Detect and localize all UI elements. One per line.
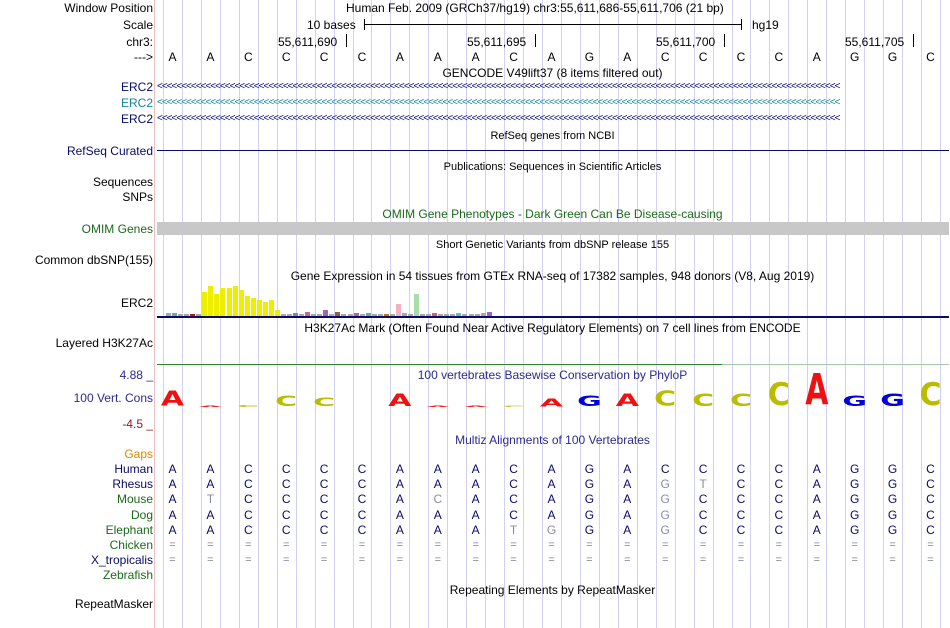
multiz-track-title: Multiz Alignments of 100 Vertebrates <box>455 433 650 447</box>
alignment-base: = <box>851 554 858 567</box>
alignment-base: = <box>434 554 442 567</box>
alignment-base: A <box>395 492 404 507</box>
scale-text: 10 bases <box>307 18 356 32</box>
phylop-letter: C <box>275 393 298 410</box>
alignment-base: A <box>395 522 404 537</box>
publications-snps-label[interactable]: SNPs <box>122 190 153 204</box>
phylop-letter: G <box>880 390 905 411</box>
alignment-base: G <box>584 507 595 522</box>
alignment-base: = <box>320 554 328 567</box>
gencode-gene-label[interactable]: ERC2 <box>120 80 153 94</box>
multiz-species-label[interactable]: Zebrafish <box>102 568 153 583</box>
gencode-gene-label[interactable]: ERC2 <box>120 96 153 110</box>
alignment-base: = <box>927 554 934 567</box>
alignment-base: = <box>586 539 593 551</box>
sequence-base: G <box>584 50 595 64</box>
alignment-base: A <box>433 507 442 522</box>
alignment-base: = <box>624 554 631 567</box>
alignment-base: A <box>395 477 404 492</box>
sequence-base: C <box>357 50 367 64</box>
alignment-base: C <box>926 462 935 476</box>
alignment-base: C <box>357 507 367 522</box>
alignment-base: A <box>471 462 480 476</box>
repeatmasker-track-title: Repeating Elements by RepeatMasker <box>449 583 656 597</box>
alignment-base: A <box>471 522 480 537</box>
alignment-base: = <box>737 539 745 551</box>
phylop-letter: A <box>615 390 639 411</box>
alignment-base: C <box>281 462 291 476</box>
alignment-base: = <box>548 539 555 551</box>
phylop-letter: G <box>842 393 867 410</box>
alignment-base: G <box>660 522 670 537</box>
gtex-tissue-bar[interactable] <box>245 296 250 316</box>
alignment-base: C <box>736 462 746 476</box>
sequence-base: A <box>395 50 404 64</box>
alignment-base: A <box>471 492 480 507</box>
gtex-tissue-bar[interactable] <box>220 288 225 316</box>
alignment-base: A <box>206 477 215 492</box>
alignment-base: C <box>357 477 367 492</box>
omim-gene-bar[interactable] <box>157 222 949 235</box>
alignment-base: T <box>699 477 707 492</box>
alignment-base: C <box>698 507 708 522</box>
gtex-tissue-bar[interactable] <box>257 300 262 316</box>
alignment-base: = <box>434 539 442 551</box>
alignment-base: C <box>509 492 518 507</box>
sequence-base: C <box>660 50 670 64</box>
alignment-base: G <box>660 492 670 507</box>
gtex-tissue-bar[interactable] <box>396 304 401 316</box>
alignment-base: G <box>546 522 557 537</box>
gtex-baseline <box>157 316 949 318</box>
gtex-tissue-bar[interactable] <box>239 290 244 316</box>
gtex-bar-chart[interactable] <box>157 284 949 316</box>
alignment-base: C <box>926 492 935 507</box>
alignment-base: C <box>698 492 708 507</box>
multiz-species-label[interactable]: Elephant <box>105 522 153 537</box>
multiz-gaps-label: Gaps <box>124 447 153 461</box>
alignment-base: G <box>887 522 898 537</box>
alignment-base: G <box>660 507 670 522</box>
phylop-letter: C <box>729 390 753 411</box>
ruler-tick <box>346 34 347 47</box>
alignment-base: G <box>584 492 595 507</box>
multiz-species-label[interactable]: Human <box>114 462 153 476</box>
alignment-base: A <box>206 522 215 537</box>
alignment-base: A <box>812 477 821 492</box>
alignment-base: A <box>471 477 480 492</box>
ruler-tick <box>535 34 536 47</box>
sequence-base: C <box>509 50 518 64</box>
refseq-track-title: RefSeq genes from NCBI <box>490 130 615 142</box>
gtex-tissue-bar[interactable] <box>208 286 213 316</box>
alignment-base: C <box>281 477 291 492</box>
sequence-base: C <box>926 50 935 64</box>
alignment-base: A <box>433 477 442 492</box>
alignment-base: C <box>319 492 329 507</box>
omim-track-label[interactable]: OMIM Genes <box>81 222 153 236</box>
multiz-species-label[interactable]: X_tropicalis <box>90 553 153 568</box>
ruler-tick-label: 55,611,705 <box>845 35 905 49</box>
phylop-letter: A <box>198 405 222 408</box>
cons-max-label: 4.88 _ <box>119 368 153 382</box>
alignment-base: C <box>357 492 367 507</box>
repeatmasker-track-label[interactable]: RepeatMasker <box>74 597 153 611</box>
cons-min-label: -4.5 _ <box>122 417 153 431</box>
alignment-base: = <box>396 554 404 567</box>
alignment-base: A <box>471 507 480 522</box>
phylop-letter: A <box>805 365 829 416</box>
alignment-base: A <box>433 462 442 476</box>
gtex-tissue-bar[interactable] <box>202 292 207 316</box>
alignment-base: = <box>548 554 555 567</box>
alignment-base: G <box>850 522 860 537</box>
alignment-base: = <box>775 539 783 551</box>
alignment-base: = <box>510 554 517 567</box>
alignment-base: C <box>319 462 329 476</box>
alignment-base: G <box>887 462 898 476</box>
alignment-base: C <box>926 477 935 492</box>
alignment-base: A <box>395 462 404 476</box>
scale-label: Scale <box>122 18 153 32</box>
h3k27ac-signal-line[interactable] <box>157 364 722 365</box>
alignment-base: = <box>889 539 896 551</box>
refseq-transcript-line[interactable] <box>157 150 949 151</box>
ruler-tick-label: 55,611,695 <box>467 35 527 49</box>
alignment-base: = <box>661 539 669 551</box>
alignment-base: C <box>736 477 746 492</box>
alignment-base: C <box>698 462 708 476</box>
h3k27ac-signal-line-faint <box>722 364 949 365</box>
alignment-base: C <box>926 522 935 537</box>
alignment-base: C <box>357 462 367 476</box>
alignment-base: C <box>774 492 784 507</box>
alignment-base: = <box>927 539 934 551</box>
alignment-base: C <box>736 522 746 537</box>
alignment-base: G <box>887 492 898 507</box>
alignment-base: G <box>850 477 860 492</box>
multiz-species-label[interactable]: Chicken <box>109 538 153 552</box>
gencode-track-title: GENCODE V49lift37 (8 items filtered out) <box>442 66 663 80</box>
phylop-letter: A <box>160 387 185 412</box>
scale-bar-right-tick <box>741 19 742 30</box>
alignment-base: C <box>243 477 253 492</box>
alignment-base: A <box>812 492 821 507</box>
gtex-track-title: Gene Expression in 54 tissues from GTEx RNA-seq of 17382 samples, 948 donors (V8, Aug 2019) <box>290 269 815 283</box>
alignment-base: A <box>547 507 556 522</box>
alignment-base: = <box>282 539 290 551</box>
phylop-letter: G <box>577 393 602 410</box>
alignment-base: C <box>774 462 784 476</box>
alignment-base: C <box>509 462 518 476</box>
sequence-base: C <box>774 50 784 64</box>
alignment-base: A <box>433 522 442 537</box>
refseq-track-label[interactable]: RefSeq Curated <box>66 144 153 158</box>
label-column-border <box>154 0 155 628</box>
alignment-base: C <box>281 507 291 522</box>
alignment-base: = <box>207 539 214 551</box>
omim-track-title: OMIM Gene Phenotypes - Dark Green Can Be Disease-causing <box>382 207 723 221</box>
alignment-base: T <box>509 522 518 537</box>
alignment-base: = <box>358 554 366 567</box>
gtex-tissue-bar[interactable] <box>414 294 419 316</box>
alignment-base: G <box>887 507 898 522</box>
sequence-base: A <box>623 50 632 64</box>
alignment-base: C <box>736 492 746 507</box>
phylop-letter: C <box>502 405 525 408</box>
sequence-base: A <box>206 50 215 64</box>
alignment-base: G <box>584 462 595 476</box>
alignment-base: A <box>395 507 404 522</box>
sequence-base: C <box>736 50 746 64</box>
alignment-base: = <box>320 539 328 551</box>
gencode-transcript-3[interactable]: <<<<<<<<<<<<<<<<<<<<<<<<<<<<<<<<<<<<<<<<<<<<<<<<<<<<<<<<<<<<<<<<<<<<<<<<<<<<<<<<<<<<<<<<<<<<<<<<<<<<<<<<<<<<<<<<<<<<<<<<<<<<<<<<<<<<<<<<<<<<< <box>157 113 840 124</box>
alignment-base: G <box>887 477 898 492</box>
window-position-label: Window Position <box>64 1 153 15</box>
alignment-base: A <box>168 477 177 492</box>
alignment-base: C <box>774 477 784 492</box>
alignment-base: C <box>774 522 784 537</box>
cons-track-label[interactable]: 100 Vert. Cons <box>73 391 153 405</box>
alignment-base: C <box>774 507 784 522</box>
alignment-base: C <box>319 507 329 522</box>
alignment-base: C <box>243 507 253 522</box>
alignment-base: G <box>850 492 860 507</box>
alignment-base: C <box>736 507 746 522</box>
sequence-base: C <box>243 50 253 64</box>
alignment-base: C <box>243 522 253 537</box>
scale-bar-left-tick <box>364 19 365 30</box>
phylop-letter: C <box>692 390 715 411</box>
sequence-base: G <box>850 50 860 64</box>
alignment-base: = <box>207 554 214 567</box>
alignment-base: = <box>775 554 783 567</box>
multiz-species-label[interactable]: Rhesus <box>112 477 153 492</box>
alignment-base: C <box>357 522 367 537</box>
gtex-tissue-bar[interactable] <box>269 300 274 316</box>
alignment-base: = <box>169 554 176 567</box>
sequence-base: G <box>887 50 898 64</box>
strand-label: ---> <box>134 50 153 64</box>
h3k27ac-track-label[interactable]: Layered H3K27Ac <box>55 336 153 350</box>
sequence-base: A <box>433 50 442 64</box>
ruler-tick-label: 55,611,690 <box>278 35 338 49</box>
phylop-letter: A <box>388 390 412 411</box>
alignment-base: = <box>699 554 707 567</box>
alignment-base: A <box>547 492 556 507</box>
alignment-base: C <box>319 477 329 492</box>
alignment-base: A <box>812 462 821 476</box>
dbsnp-track-label[interactable]: Common dbSNP(155) <box>34 253 153 267</box>
alignment-base: = <box>813 554 821 567</box>
publications-sequences-label[interactable]: Sequences <box>92 175 153 189</box>
alignment-base: C <box>698 522 708 537</box>
alignment-base: G <box>660 477 670 492</box>
alignment-base: A <box>168 492 177 507</box>
alignment-base: = <box>282 554 290 567</box>
alignment-base: = <box>813 539 821 551</box>
alignment-base: A <box>168 507 177 522</box>
alignment-base: = <box>737 554 745 567</box>
alignment-base: A <box>812 522 821 537</box>
alignment-base: = <box>851 539 858 551</box>
ruler-tick <box>724 34 725 47</box>
alignment-base: G <box>584 477 595 492</box>
alignment-base: C <box>433 492 443 507</box>
alignment-base: A <box>547 462 556 476</box>
publications-track-title: Publications: Sequences in Scientific Articles <box>443 161 662 173</box>
phylop-letter: C <box>313 395 336 410</box>
alignment-base: G <box>850 507 860 522</box>
sequence-base: C <box>319 50 329 64</box>
alignment-base: A <box>812 507 821 522</box>
alignment-base: = <box>245 539 252 551</box>
alignment-base: C <box>660 462 670 476</box>
alignment-base: = <box>396 539 404 551</box>
phylop-letter: C <box>919 376 942 414</box>
multiz-species-label[interactable]: Dog <box>130 507 153 522</box>
phylop-letter: C <box>654 387 677 412</box>
alignment-base: A <box>623 522 632 537</box>
phylop-letter: A <box>464 405 488 408</box>
alignment-base: = <box>624 539 631 551</box>
alignment-base: C <box>926 507 935 522</box>
alignment-base: = <box>661 554 669 567</box>
assembly-text: hg19 <box>752 18 779 32</box>
gencode-gene-label[interactable]: ERC2 <box>120 112 153 126</box>
alignment-base: = <box>472 539 479 551</box>
sequence-base: A <box>547 50 556 64</box>
phylop-letter: C <box>767 376 790 414</box>
sequence-base: C <box>281 50 291 64</box>
alignment-base: C <box>243 492 253 507</box>
alignment-base: C <box>509 477 518 492</box>
alignment-base: = <box>510 539 517 551</box>
phylop-letter: A <box>426 405 450 408</box>
alignment-base: A <box>623 492 632 507</box>
gtex-tissue-bar[interactable] <box>214 294 219 316</box>
h3k27ac-track-title: H3K27Ac Mark (Often Found Near Active Regulatory Elements) on 7 cell lines from ENCODE <box>304 321 801 335</box>
sequence-base: A <box>812 50 821 64</box>
alignment-base: = <box>699 539 707 551</box>
alignment-base: G <box>584 522 595 537</box>
chrom-label: chr3: <box>126 35 153 49</box>
ruler-tick-label: 55,611,700 <box>656 35 716 49</box>
alignment-base: = <box>358 539 366 551</box>
gencode-transcript-2[interactable]: <<<<<<<<<<<<<<<<<<<<<<<<<<<<<<<<<<<<<<<<<<<<<<<<<<<<<<<<<<<<<<<<<<<<<<<<<<<<<<<<<<<<<<<<<<<<<<<<<<<<<<<<<<<<<<<<<<<<<<<<<<<<<<<<<<<<<<<<<<<<< <box>157 97 840 108</box>
phylop-letter: A <box>539 397 564 410</box>
phylop-letter: C <box>237 404 260 408</box>
alignment-base: C <box>281 522 291 537</box>
alignment-base: A <box>168 462 177 476</box>
alignment-base: = <box>245 554 252 567</box>
sequence-base: A <box>471 50 480 64</box>
gtex-track-label[interactable]: ERC2 <box>120 296 153 310</box>
cons-track-title: 100 vertebrates Basewise Conservation by PhyloP <box>417 368 688 382</box>
alignment-base: = <box>472 554 479 567</box>
alignment-base: = <box>586 554 593 567</box>
alignment-base: C <box>509 507 518 522</box>
gencode-transcript-1[interactable]: <<<<<<<<<<<<<<<<<<<<<<<<<<<<<<<<<<<<<<<<<<<<<<<<<<<<<<<<<<<<<<<<<<<<<<<<<<<<<<<<<<<<<<<<<<<<<<<<<<<<<<<<<<<<<<<<<<<<<<<<<<<<<<<<<<<<<<<<<<<<< <box>157 81 840 92</box>
alignment-base: C <box>281 492 291 507</box>
alignment-base: C <box>319 522 329 537</box>
alignment-base: A <box>623 477 632 492</box>
alignment-base: = <box>169 539 176 551</box>
sequence-base: C <box>698 50 708 64</box>
alignment-base: A <box>623 507 632 522</box>
alignment-base: C <box>243 462 253 476</box>
gtex-tissue-bar[interactable] <box>227 288 232 316</box>
gtex-tissue-bar[interactable] <box>263 302 268 316</box>
multiz-species-label[interactable]: Mouse <box>116 492 153 507</box>
scale-bar <box>364 24 741 25</box>
sequence-base: A <box>168 50 177 64</box>
gtex-tissue-bar[interactable] <box>251 298 256 316</box>
alignment-base: A <box>206 462 215 476</box>
alignment-base: G <box>850 462 860 476</box>
alignment-base: A <box>623 462 632 476</box>
alignment-base: A <box>206 507 215 522</box>
alignment-base: A <box>547 477 556 492</box>
ruler-tick <box>913 34 914 47</box>
alignment-base: T <box>206 492 215 507</box>
alignment-base: A <box>168 522 177 537</box>
position-info: Human Feb. 2009 (GRCh37/hg19) chr3:55,611,686-55,611,706 (21 bp) <box>346 1 724 15</box>
gtex-tissue-bar[interactable] <box>233 286 238 316</box>
dbsnp-track-title: Short Genetic Variants from dbSNP release 155 <box>435 239 670 251</box>
alignment-base: = <box>889 554 896 567</box>
